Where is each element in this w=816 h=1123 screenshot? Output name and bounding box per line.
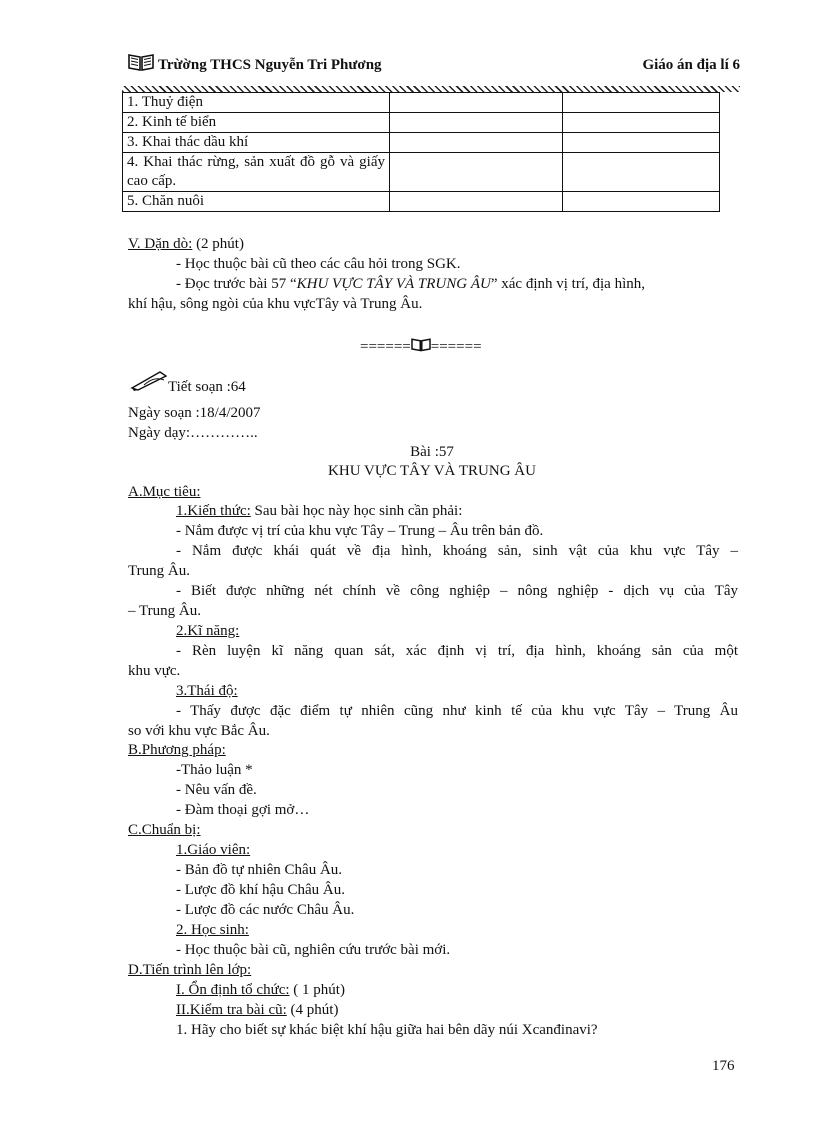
table-cell: 3. Khai thác dầu khí [123, 133, 390, 153]
pen-icon [130, 368, 170, 397]
homework-item-prefix: - Đọc trước bài 57 “ [176, 276, 297, 292]
objective-item: - Nắm được khái quát về địa hình, khoáng sản, sinh vật của khu vực Tây – [176, 543, 738, 559]
homework-heading-line [128, 234, 244, 254]
separator-left: ====== [360, 339, 411, 355]
procedure-step-label: I. Ổn định tổ chức: [176, 982, 290, 998]
table-cell: 1. Thuỷ điện [123, 93, 390, 113]
table-cell [390, 153, 563, 192]
knowledge-intro: Sau bài học này học sinh cần phải: [250, 503, 463, 519]
period-info: Tiết soạn :64 [168, 379, 246, 395]
procedure-step-label: II.Kiểm tra bài cũ: [176, 1002, 287, 1018]
homework-time: (2 phút) [192, 236, 244, 252]
table-cell: 2. Kinh tế biển [123, 113, 390, 133]
knowledge-line [176, 501, 462, 521]
table-cell [390, 113, 563, 133]
separator-right: ====== [430, 339, 482, 355]
objective-item-cont: Trung Âu. [128, 563, 190, 579]
economy-table [122, 92, 720, 212]
teacher-label: 1.Giáo viên: [176, 842, 251, 858]
table-cell [390, 93, 563, 113]
objective-item: - Nắm được vị trí của khu vực Tây – Trung – Âu trên bản đồ. [176, 523, 544, 539]
teach-date: Ngày dạy:………….. [128, 425, 258, 441]
methods-heading: B.Phương pháp: [128, 742, 226, 758]
table-cell [563, 113, 720, 133]
table-row [123, 113, 720, 133]
homework-item-cont: khí hậu, sông ngòi của khu vựcTây và Trung Âu. [128, 296, 423, 312]
method-item: - Đàm thoại gợi mở… [176, 802, 310, 818]
book-icon [411, 337, 431, 352]
prep-item: - Học thuộc bài cũ, nghiên cứu trước bài mới. [176, 942, 451, 958]
homework-item [176, 274, 645, 294]
objective-item-cont: khu vực. [128, 663, 181, 679]
table-cell [563, 133, 720, 153]
homework-item-suffix: ” xác định vị trí, địa hình, [490, 276, 645, 292]
procedure-step [176, 980, 345, 1000]
knowledge-label: 1.Kiến thức: [176, 503, 251, 519]
table-cell [563, 93, 720, 113]
section-separator [360, 337, 482, 356]
subject-title: Giáo án địa lí 6 [642, 57, 740, 73]
method-item: - Nêu vấn đề. [176, 782, 257, 798]
table-cell [390, 133, 563, 153]
prep-date: Ngày soạn :18/4/2007 [128, 405, 261, 421]
lesson-number: Bài :57 [410, 444, 454, 460]
book-icon [128, 52, 154, 77]
skills-label: 2.Kĩ năng: [176, 623, 240, 639]
objective-item: - Biết được những nét chính về công nghiệp – nông nghiệp - dịch vụ của Tây [176, 583, 738, 599]
lesson-title-ref: KHU VỰC TÂY VÀ TRUNG ÂU [296, 276, 491, 292]
table-row [123, 153, 720, 192]
table-row [123, 133, 720, 153]
table-cell [390, 192, 563, 212]
method-item: -Thảo luận * [176, 762, 253, 778]
student-label: 2. Học sinh: [176, 922, 249, 938]
prep-item: - Lược đồ khí hậu Châu Âu. [176, 882, 345, 898]
procedure-heading: D.Tiến trình lên lớp: [128, 962, 252, 978]
procedure-step-time: ( 1 phút) [289, 982, 345, 998]
procedure-step [176, 1000, 338, 1020]
table-cell: 5. Chăn nuôi [123, 192, 390, 212]
table-cell: 4. Khai thác rừng, sản xuất đồ gỗ và giấy cao cấp. [123, 153, 390, 192]
page-header [128, 52, 740, 80]
school-name: Trừờng THCS Nguyễn Tri Phương [158, 57, 382, 73]
review-question: 1. Hãy cho biết sự khác biệt khí hậu giữa hai bên dãy núi Xcanđinavi? [176, 1022, 598, 1038]
table-row [123, 93, 720, 113]
table-row [123, 192, 720, 212]
page-number: 176 [712, 1058, 735, 1074]
objective-item: - Thấy được đặc điểm tự nhiên cũng như kinh tế của khu vực Tây – Trung Âu [176, 703, 738, 719]
homework-heading: V. Dặn dò: [128, 236, 193, 252]
preparation-heading: C.Chuẩn bị: [128, 822, 201, 838]
objectives-heading: A.Mục tiêu: [128, 484, 201, 500]
table-cell [563, 192, 720, 212]
objective-item-cont: – Trung Âu. [128, 603, 201, 619]
homework-item: - Học thuộc bài cũ theo các câu hỏi trong SGK. [176, 256, 461, 272]
table-cell [563, 153, 720, 192]
objective-item-cont: so với khu vực Bắc Âu. [128, 723, 270, 739]
objective-item: - Rèn luyện kĩ năng quan sát, xác định vị trí, địa hình, khoáng sản của một [176, 643, 738, 659]
lesson-title: KHU VỰC TÂY VÀ TRUNG ÂU [328, 463, 536, 479]
prep-item: - Bản đồ tự nhiên Châu Âu. [176, 862, 343, 878]
prep-item: - Lược đồ các nước Châu Âu. [176, 902, 355, 918]
procedure-step-time: (4 phút) [286, 1002, 339, 1018]
attitude-label: 3.Thái độ: [176, 683, 238, 699]
